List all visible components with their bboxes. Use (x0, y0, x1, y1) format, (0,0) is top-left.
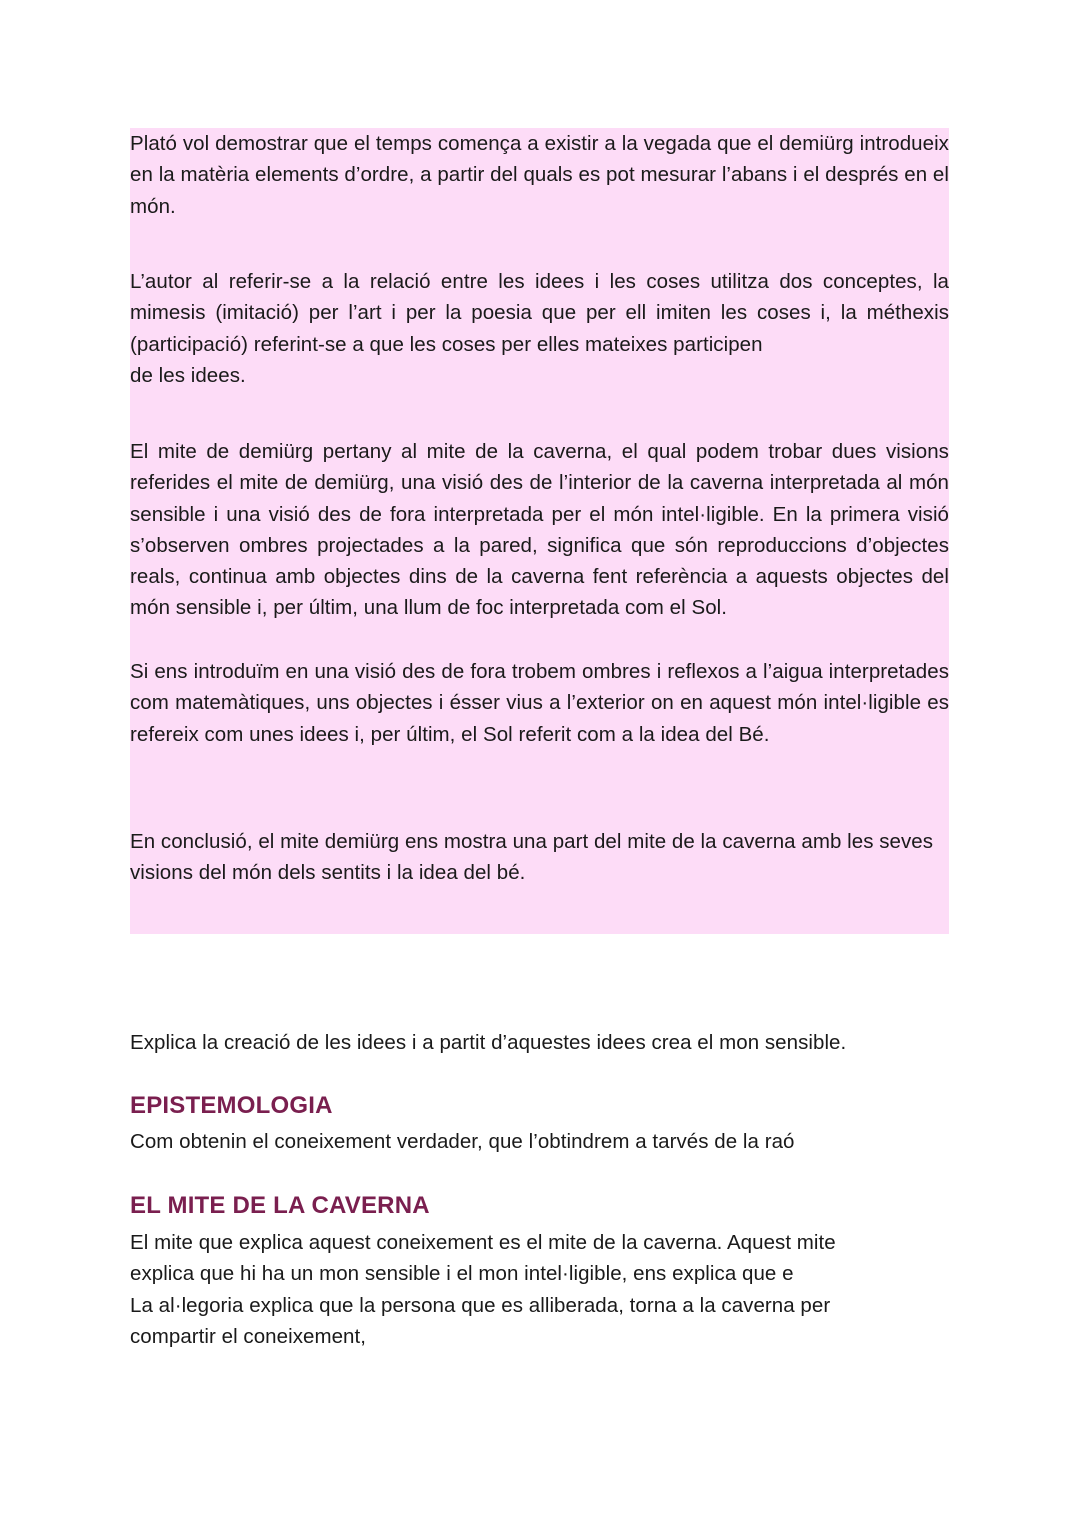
mite-caverna-text (130, 1227, 949, 1352)
paragraph-mimesis-main: L’autor al referir-se a la relació entre les idees i les coses utilitza dos conceptes, la mimesis (imitació) per l’art i per la poesia que per ell imiten les coses i, la méthexis (participació) referint-se a que les coses per elles mateixes participen (130, 270, 949, 356)
summary-line: Explica la creació de les idees i a partit d’aquestes idees crea el mon sensible. (130, 1031, 847, 1054)
mite-caverna-line-2: explica que hi ha un mon sensible i el mon intel·ligible, ens explica que e (130, 1262, 794, 1286)
heading-mite-caverna: EL MITE DE LA CAVERNA (130, 1192, 430, 1219)
paragraph-conclusio: En conclusió, el mite demiürg ens mostra una part del mite de la caverna amb les seves visions del món dels sentits i la idea del bé. (130, 830, 934, 885)
epistemologia-text: Com obtenin el coneixement verdader, que l’obtindrem a tarvés de la raó (130, 1130, 795, 1153)
paragraph-mite-demiurg: El mite de demiürg pertany al mite de la caverna, el qual podem trobar dues visions referides el mite de demiürg, una visió des de l’interior de la caverna interpretada al món sensible i una visió des de fora interpretada per el món intel·ligible. En la primera visió s’observen ombres projectades a la pared, significa que són reproduccions d’objectes reals, continua amb objectes dins de la caverna fent referència a aquests objectes del món sensible i, per últim, una llum de foc interpretada com el Sol. (130, 440, 949, 620)
paragraph-temps: Plató vol demostrar que el temps comença a existir a la vegada que el demiürg introdueix en la matèria elements d’ordre, a partir del quals es pot mesurar l’abans i el després en el món. (130, 132, 949, 218)
paragraph-mimesis-methexis (130, 266, 949, 391)
paragraph-visio-fora: Si ens introduïm en una visió des de fora trobem ombres i reflexos a l’aigua interpretades com matemàtiques, uns objectes i ésser vius a l’exterior on en aquest món intel·ligible es refereix com unes idees i, per últim, el Sol referit com a la idea del Bé. (130, 660, 949, 746)
mite-caverna-line-1: El mite que explica aquest coneixement es el mite de la caverna. Aquest mite (130, 1231, 836, 1254)
paragraph-mimesis-tail: de les idees. (130, 363, 246, 387)
mite-caverna-line-3: La al·legoria explica que la persona que es alliberada, torna a la caverna per (130, 1293, 831, 1317)
mite-caverna-line-4: compartir el coneixement, (130, 1324, 366, 1348)
heading-epistemologia: EPISTEMOLOGIA (130, 1092, 333, 1119)
